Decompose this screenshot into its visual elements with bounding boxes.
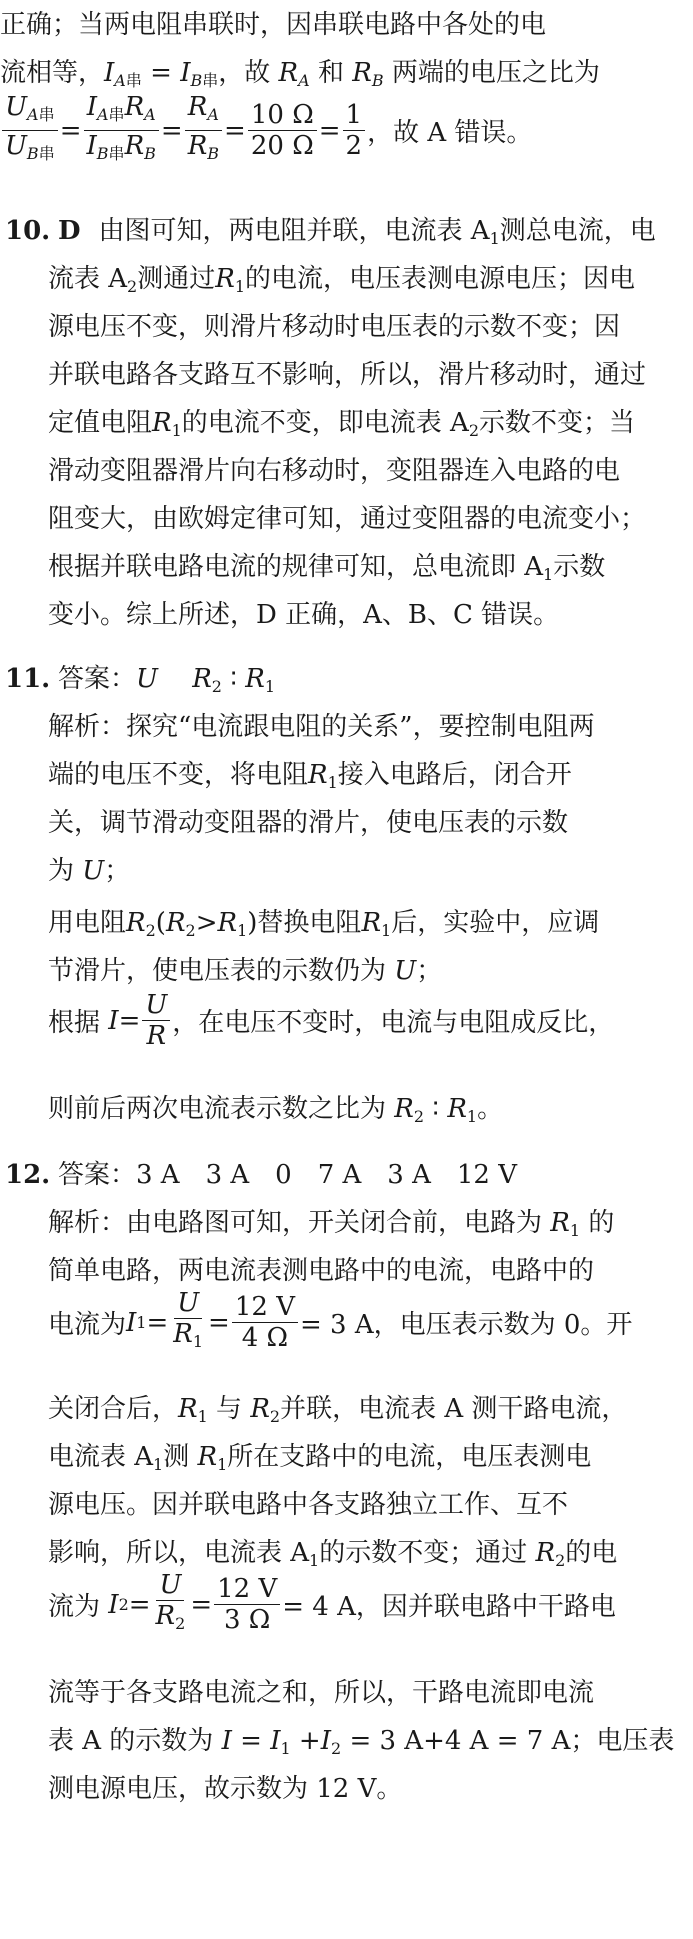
equation-current-i2: 流为 I 2 = $\frac{U}{R_2}$ = $\frac{12 V}{3 \Omega}$ = 4 A，因并联电路中干路电 xyxy=(48,1570,616,1635)
text-line: 电流表 $A_1$测 $R_1$所在支路中的电流，电压表测电 xyxy=(48,1442,592,1474)
text-line: 变小。综上所述，D 正确，A、B、C 错误。 xyxy=(48,600,560,630)
equation-current-i1: 电流为 I 1 = $\frac{U}{R_1}$ = $\frac{12 V}{4 \Omega}$ = 3 A，电压表示数为 0。开 xyxy=(48,1288,633,1353)
text-line: 端的电压不变，将电阻$R_1$接入电路后，闭合开 xyxy=(48,760,572,792)
text-line: 测电源电压，故示数为 12 V。 xyxy=(48,1774,403,1804)
text-line: 正确；当两电阻串联时，因串联电路中各处的电 xyxy=(0,10,547,40)
text-line: 答案：3 A 3 A 0 7 A 3 A 12 V xyxy=(58,1160,517,1190)
text-line: 根据并联电路电流的规律可知，总电流即 $A_1$示数 xyxy=(48,552,606,584)
text-line: 流表 $A_2$测通过$R_1$的电流，电压表测电源电压；因电 xyxy=(48,264,636,296)
text-line: 为 U； xyxy=(48,856,131,886)
text-line: 用电阻$R_2(R_2>R_1)$替换电阻$R_1$后，实验中，应调 xyxy=(48,908,600,940)
text-line: 阻变大，由欧姆定律可知，通过变阻器的电流变小； xyxy=(48,504,647,534)
text-line: 关，调节滑动变阻器的滑片，使电压表的示数 xyxy=(48,808,569,838)
text-line: 源电压。因并联电路中各支路独立工作、互不 xyxy=(48,1490,569,1520)
text-line: 表 A 的示数为 $I = I_1 +I_2 = 3$ A+4 A = 7 A；电压表 xyxy=(48,1726,675,1758)
text-line: 答案：U $R_2$ ∶ $R_1$ xyxy=(58,664,276,696)
text-line: 简单电路，两电流表测电路中的电流，电路中的 xyxy=(48,1256,595,1286)
question-number: 10. xyxy=(5,216,51,246)
text-line: 节滑片，使电压表的示数仍为 U； xyxy=(48,956,443,986)
question-number: 12. xyxy=(5,1160,51,1190)
equation-ohms-law: 根据 I = $\frac{U}{R}$ ，在电压不变时，电流与电阻成反比， xyxy=(48,990,615,1051)
question-number: 11. xyxy=(5,664,51,694)
text-line: 并联电路各支路互不影响，所以，滑片移动时，通过 xyxy=(48,360,647,390)
text-line: 影响，所以，电流表 $A_1$的示数不变；通过 $R_2$的电 xyxy=(48,1538,618,1570)
text-line: 则前后两次电流表示数之比为 $R_2$ ∶ $R_1$。 xyxy=(48,1094,504,1126)
text-line: 滑动变阻器滑片向右移动时，变阻器连入电路的电 xyxy=(48,456,621,486)
text-line: 源电压不变，则滑片移动时电压表的示数不变；因 xyxy=(48,312,621,342)
text-line: 流相等，$I_{A串} = I_{B串}$，故 $R_A$ 和 $R_B$ 两端的电压之比为 xyxy=(0,58,600,90)
equation-voltage-ratio: $\frac{U_{A串}}{U_{B串}}$ = $\frac{I_{A串}R_A}{I_{B串}R_B}$ = $\frac{R_A}{R_B}$ = $\frac{10 \Omega}{20 \Omega}$ = $\frac{1}{2}$ ，故 A 错误。 xyxy=(0,92,532,169)
text-line: 解析：探究“电流跟电阻的关系”，要控制电阻两 xyxy=(48,712,595,742)
text-line: D 由图可知，两电阻并联，电流表 $A_1$测总电流，电 xyxy=(58,216,656,248)
text-line: 流等于各支路电流之和，所以，干路电流即电流 xyxy=(48,1678,595,1708)
text-line: 解析：由电路图可知，开关闭合前，电路为 $R_1$ 的 xyxy=(48,1208,615,1240)
text-line: 定值电阻$R_1$的电流不变，即电流表 $A_2$示数不变；当 xyxy=(48,408,636,440)
text-line: 关闭合后，$R_1$ 与 $R_2$并联，电流表 A 测干路电流， xyxy=(48,1394,628,1426)
